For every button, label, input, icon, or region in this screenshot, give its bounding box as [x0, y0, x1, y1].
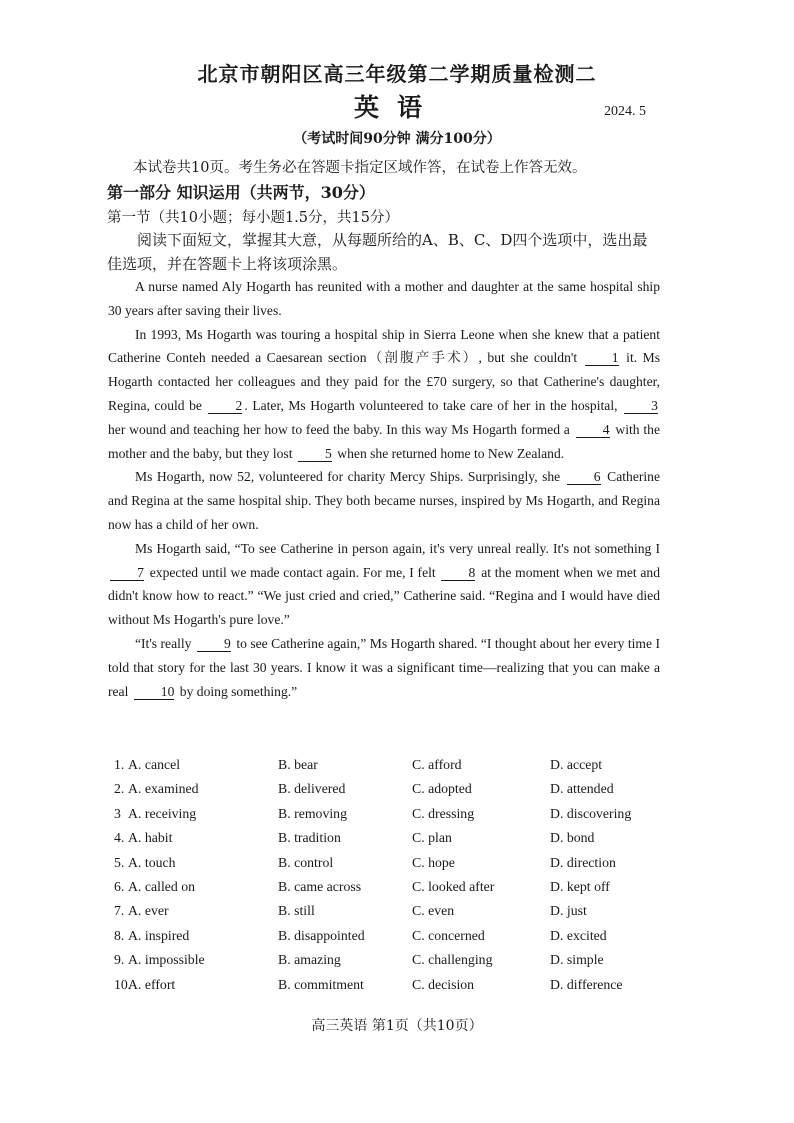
exam-time-info: （考试时间90分钟 满分100分）	[293, 131, 501, 147]
blank-10: 10	[134, 684, 175, 700]
passage-text: at the moment when we met and didn't know how to react.” “We just cried and cried,” Catherine said. “Regina and I would have died without Ms Hogarth's pure love.”	[108, 564, 661, 628]
option-b: B. bear	[278, 757, 318, 772]
option-a: A. effort	[128, 976, 176, 992]
question-options	[114, 855, 674, 879]
passage-text: Catherine and Regina at the same hospital ship. They both became nurses, inspired by Ms Hogarth, and Regina now has a child of her own.	[108, 469, 660, 532]
passage-text: when she returned home to New Zealand.	[337, 445, 565, 461]
blank-3: 3	[624, 398, 658, 414]
option-a: A. habit	[128, 830, 173, 846]
option-c: C. challenging	[412, 952, 493, 968]
option-a: A. ever	[128, 903, 169, 919]
option-c: C. even	[412, 903, 455, 919]
blank-6: 6	[567, 469, 601, 485]
option-b: B. removing	[278, 805, 347, 821]
passage-paragraph	[108, 323, 660, 466]
option-d: D. kept off	[550, 878, 610, 894]
question-number: 3	[114, 805, 121, 821]
question-number: 6.	[114, 878, 125, 894]
page-footer: 高三英语 第1页（共10页）	[311, 1018, 483, 1034]
question-options	[114, 952, 674, 976]
passage-text: it. Ms Hogarth contacted her colleagues and they paid for the £70 surgery, so that Catherine's daughter, Regina, could be	[108, 350, 661, 413]
option-b: B. tradition	[278, 830, 341, 846]
option-a: A. touch	[128, 854, 176, 870]
option-a: A. cancel	[128, 757, 181, 772]
passage-text: expected until we made contact again. For me, I felt	[149, 564, 436, 580]
cloze-passage	[108, 275, 660, 703]
passage-text: Ms Hogarth said, “To see Catherine in person again, it's very unreal really. It's not something I	[135, 540, 660, 556]
blank-4: 4	[576, 422, 610, 438]
question-options	[114, 879, 674, 903]
option-c: C. decision	[412, 976, 475, 992]
passage-text: to see Catherine again,” Ms Hogarth shared. “I thought about her every time I told that story for the last 30 years. I know it was a significant time—realizing that you can make a real	[108, 635, 660, 699]
option-d: D. just	[550, 903, 587, 919]
option-a: A. inspired	[128, 927, 190, 943]
blank-9: 9	[197, 636, 231, 652]
option-c: C. hope	[412, 854, 455, 870]
option-a: A. receiving	[128, 805, 197, 821]
option-d: D. simple	[550, 952, 604, 968]
option-d: D. discovering	[550, 805, 632, 821]
passage-text: A nurse named Aly Hogarth has reunited with a mother and daughter at the same hospital ship 30 years after saving their lives.	[108, 279, 660, 318]
section-instruction: 阅读下面短文，掌握其大意，从每题所给的A、B、C、D四个选项中，选出最佳选项，并在答题卡上将该项涂黑。	[107, 231, 648, 273]
passage-paragraph	[108, 537, 660, 632]
option-d: D. bond	[550, 830, 595, 846]
exam-intro: 本试卷共10页。考生务必在答题卡指定区域作答，在试卷上作答无效。	[133, 160, 587, 176]
passage-text: with the mother and the baby, but they lost	[108, 421, 660, 461]
option-d: D. attended	[550, 781, 614, 797]
blank-1: 1	[585, 350, 619, 366]
option-b: B. delivered	[278, 781, 346, 797]
option-c: C. afford	[412, 757, 462, 772]
passage-text: Ms Hogarth, now 52, volunteered for charity Mercy Ships. Surprisingly, she	[135, 469, 561, 485]
question-options	[114, 977, 674, 1001]
option-c: C. adopted	[412, 781, 472, 797]
blank-8: 8	[441, 565, 475, 581]
option-b: B. amazing	[278, 952, 341, 968]
passage-paragraph	[108, 275, 660, 323]
option-a: A. called on	[128, 878, 196, 894]
question-number: 7.	[114, 903, 125, 919]
option-d: D. accept	[550, 757, 603, 772]
question-number: 5.	[114, 854, 125, 870]
passage-text: “It's really	[135, 635, 192, 651]
blank-7: 7	[110, 565, 144, 581]
question-options	[114, 830, 674, 854]
blank-5: 5	[298, 446, 332, 462]
question-options	[114, 757, 674, 781]
question-number: 9.	[114, 952, 125, 968]
question-options	[114, 903, 674, 927]
passage-text: her wound and teaching her how to feed the baby. In this way Ms Hogarth formed a	[108, 421, 570, 437]
option-a: A. examined	[128, 781, 199, 797]
section-heading: 第一节（共10小题；每小题1.5分，共15分）	[107, 210, 399, 226]
blank-2: 2	[208, 398, 242, 414]
question-options	[114, 806, 674, 830]
question-number: 1.	[114, 757, 125, 772]
option-a: A. impossible	[128, 952, 205, 968]
option-c: C. looked after	[412, 878, 495, 894]
passage-text: by doing something.”	[179, 683, 298, 699]
option-b: B. disappointed	[278, 927, 365, 943]
passage-paragraph	[108, 465, 660, 536]
option-b: B. commitment	[278, 976, 364, 992]
question-options	[114, 781, 674, 805]
part-heading: 第一部分 知识运用（共两节，30分）	[107, 183, 375, 202]
subject-title: 英语	[353, 93, 440, 122]
question-number: 8.	[114, 927, 125, 943]
option-d: D. difference	[550, 976, 623, 992]
question-number: 10.	[114, 976, 132, 992]
exam-title: 北京市朝阳区高三年级第二学期质量检测二	[197, 62, 597, 86]
option-c: C. concerned	[412, 927, 485, 943]
question-number: 2.	[114, 781, 125, 797]
option-c: C. dressing	[412, 805, 475, 821]
question-number: 4.	[114, 830, 125, 846]
option-b: B. still	[278, 903, 315, 919]
passage-paragraph	[108, 632, 660, 703]
option-d: D. direction	[550, 854, 616, 870]
question-options	[114, 928, 674, 952]
option-c: C. plan	[412, 830, 452, 846]
passage-text: In 1993, Ms Hogarth was touring a hospital ship in Sierra Leone when she knew that a patient Catherine Conteh needed a Caesarean section（剖腹产手术）, but she couldn't	[108, 326, 660, 366]
option-b: B. came across	[278, 878, 362, 894]
option-d: D. excited	[550, 927, 607, 943]
answer-options	[114, 757, 674, 1001]
option-b: B. control	[278, 854, 334, 870]
passage-text: . Later, Ms Hogarth volunteered to take care of her in the hospital,	[244, 397, 618, 413]
exam-date: 2024. 5	[604, 104, 646, 119]
